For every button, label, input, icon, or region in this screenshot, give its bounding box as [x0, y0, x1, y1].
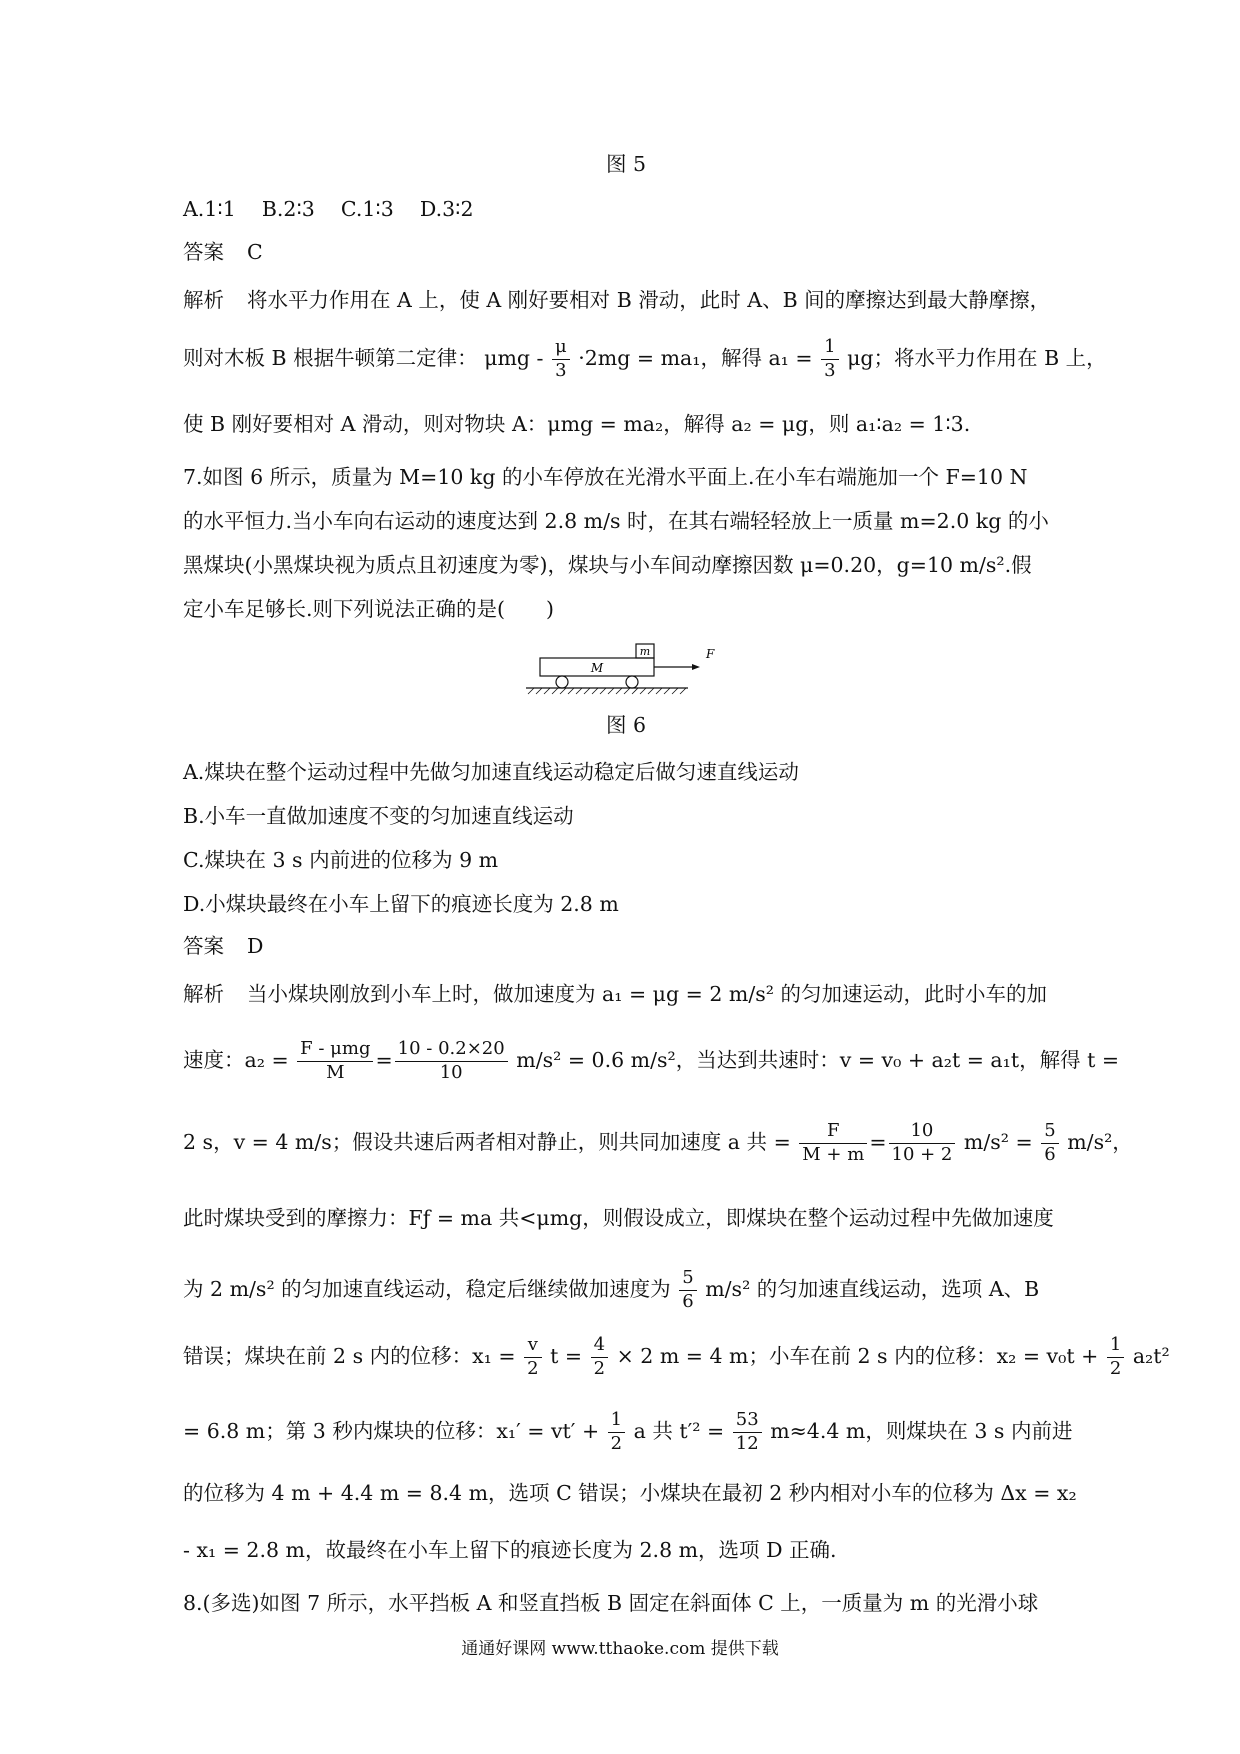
figure6-cart-diagram	[520, 632, 720, 698]
q7-analysis-text-6d: a₂t²	[1132, 1343, 1170, 1368]
analysis-label: 解析	[183, 982, 224, 1006]
q8-stem-line1: 8.(多选)如图 7 所示，水平挡板 A 和竖直挡板 B 固定在斜面体 C 上，一质量为 m 的光滑小球	[183, 1591, 1039, 1615]
q7-analysis-line3: 2 s，v = 4 m/s；假设共速后两者相对静止，则共同加速度 a 共 = $\frac{F}{M + m}$ = $\frac{10}{10 + 2}$ m/s² = $\frac{5}{6}$ m/s²，	[183, 1120, 1133, 1165]
q7-option-d: D.小煤块最终在小车上留下的痕迹长度为 2.8 m	[183, 892, 619, 916]
q7-analysis-line7	[183, 1411, 1072, 1454]
fraction-v-over-2: $\frac{v}{2}$	[524, 1336, 541, 1379]
q7-analysis-line8: 的位移为 4 m + 4.4 m = 8.4 m，选项 C 错误；小煤块在最初 2 秒内相对小车的位移为 Δx = x₂	[183, 1481, 1077, 1505]
q6-option-b: B.2∶3	[261, 197, 315, 221]
ground-hatching	[528, 688, 686, 694]
fraction-4-over-2: $\frac{4}{2}$	[591, 1336, 608, 1379]
q7-analysis-text-7c: m≈4.4 m，则煤块在 3 s 内前进	[770, 1418, 1073, 1443]
q7-answer	[183, 936, 263, 957]
q7-analysis-text-2b: m/s² = 0.6 m/s²，当达到共速时：v = v₀ + a₂t = a₁t，解得 t =	[516, 1047, 1120, 1072]
page-footer: 通通好课网 www.tthaoke.com 提供下载	[461, 1639, 779, 1659]
q6-analysis-line3: 使 B 刚好要相对 A 滑动，则对物块 A：μmg = ma₂，解得 a₂ = μg，则 a₁∶a₂ = 1∶3.	[183, 412, 971, 436]
label-m: m	[639, 645, 651, 658]
q7-analysis-text-7b: a 共 t′² =	[633, 1418, 725, 1443]
q6-analysis-line2	[183, 338, 1107, 381]
q7-analysis-text-3c: m/s²，	[1067, 1129, 1133, 1154]
analysis-label: 解析	[183, 288, 224, 312]
fraction-common-accel: $\frac{F}{M + m}$	[799, 1122, 867, 1165]
q7-option-a: A.煤块在整个运动过程中先做匀加速直线运动稳定后做匀速直线运动	[183, 760, 799, 784]
q7-analysis-text-6b: t =	[550, 1343, 583, 1368]
q6-option-c: C.1∶3	[340, 197, 394, 221]
q6-answer	[183, 242, 263, 263]
fraction-five-sixths: $\frac{5}{6}$	[1041, 1122, 1058, 1165]
q7-analysis-line2: 速度：a₂ = $\frac{\text{F - μmg}}{M}$ = $\frac{10 - 0.2\times 20}{10}$ m/s² = 0.6 m/s²，当达到共速时：v = v₀ + a₂t = a₁t，解得 t =	[183, 1038, 1120, 1083]
q7-analysis-text-2a: 速度：a₂ =	[183, 1047, 289, 1072]
q7-analysis-text-7a: = 6.8 m；第 3 秒内煤块的位移：x₁′ = vt′ +	[183, 1418, 600, 1443]
q6-analysis-text-1: 将水平力作用在 A 上，使 A 刚好要相对 B 滑动，此时 A、B 间的摩擦达到最大静摩擦，	[247, 288, 1051, 312]
q7-stem-line4: 定小车足够长.则下列说法正确的是( )	[183, 597, 555, 621]
q6-analysis-text-2a: 则对木板 B 根据牛顿第二定律：	[183, 345, 478, 370]
answer-label: 答案	[183, 240, 224, 264]
q7-analysis-text-3b: m/s² =	[963, 1129, 1033, 1154]
q7-analysis-text-5b: m/s² 的匀加速直线运动，选项 A、B	[705, 1276, 1040, 1301]
q6-option-a: A.1∶1	[183, 197, 236, 221]
q6-analysis-text-2b: μmg -	[484, 345, 544, 370]
q7-analysis-line5	[183, 1269, 1039, 1312]
q7-analysis-text-6c: × 2 m = 4 m；小车在前 2 s 内的位移：x₂ = v₀t +	[616, 1343, 1099, 1368]
q7-analysis-text-1: 当小煤块刚放到小车上时，做加速度为 a₁ = μg = 2 m/s² 的匀加速运动，此时小车的加	[247, 982, 1047, 1006]
q7-analysis-text-5a: 为 2 m/s² 的匀加速直线运动，稳定后继续做加速度为	[183, 1276, 671, 1301]
q7-analysis-line6	[183, 1336, 1170, 1379]
force-arrowhead	[692, 664, 700, 670]
q7-analysis-line9: - x₁ = 2.8 m，故最终在小车上留下的痕迹长度为 2.8 m，选项 D 正确.	[183, 1538, 837, 1562]
label-M: M	[590, 661, 604, 675]
q7-analysis-text-6a: 错误；煤块在前 2 s 内的位移：x₁ =	[183, 1343, 516, 1368]
fraction-five-sixths-2: $\frac{5}{6}$	[679, 1269, 696, 1312]
q6-options	[183, 199, 474, 220]
figure5-caption: 图 5	[606, 152, 647, 176]
q7-analysis-text-3a: 2 s，v = 4 m/s；假设共速后两者相对静止，则共同加速度 a 共 =	[183, 1129, 791, 1154]
fraction-one-half-2: $\frac{1}{2}$	[608, 1411, 625, 1454]
fraction-mu-over-3: $\frac{\mu}{3}$	[552, 338, 570, 381]
q7-option-b: B.小车一直做加速度不变的匀加速直线运动	[183, 804, 574, 828]
q6-analysis-line1	[183, 290, 1050, 311]
fraction-one-half: $\frac{1}{2}$	[1107, 1336, 1124, 1379]
q7-stem-line1: 7.如图 6 所示，质量为 M=10 kg 的小车停放在光滑水平面上.在小车右端施加一个 F=10 N	[183, 465, 1028, 489]
cart-wheel-right	[626, 676, 638, 688]
cart-wheel-left	[556, 676, 568, 688]
q6-answer-value: C	[247, 240, 263, 264]
fraction-common-accel-values: $\frac{10}{10 + 2}$	[889, 1122, 956, 1165]
figure6-caption: 图 6	[606, 713, 647, 737]
q7-stem-line2: 的水平恒力.当小车向右运动的速度达到 2.8 m/s 时，在其右端轻轻放上一质量 m=2.0 kg 的小	[183, 509, 1049, 533]
q6-analysis-text-2c: ·2mg = ma₁，解得 a₁ =	[578, 345, 813, 370]
q7-analysis-line4: 此时煤块受到的摩擦力：Fƒ = ma 共<μmg，则假设成立，即煤块在整个运动过程中先做加速度	[183, 1206, 1054, 1230]
q7-option-c: C.煤块在 3 s 内前进的位移为 9 m	[183, 848, 499, 872]
q6-option-d: D.3∶2	[419, 197, 474, 221]
label-F: F	[706, 647, 715, 661]
fraction-one-third: $\frac{1}{3}$	[821, 338, 838, 381]
fraction-accel-car-values: $\frac{10 - 0.2\times 20}{10}$	[395, 1040, 508, 1083]
q7-answer-value: D	[247, 934, 264, 958]
answer-label: 答案	[183, 934, 224, 958]
fraction-accel-car: $\frac{\text{F - μmg}}{M}$	[297, 1040, 373, 1083]
q7-analysis-line1	[183, 984, 1047, 1005]
q6-analysis-text-2d: μg；将水平力作用在 B 上，	[847, 345, 1107, 370]
fraction-53-over-12: $\frac{53}{12}$	[733, 1411, 762, 1454]
q7-stem-line3: 黑煤块(小黑煤块视为质点且初速度为零)，煤块与小车间动摩擦因数 μ=0.20，g=10 m/s².假	[183, 553, 1032, 577]
